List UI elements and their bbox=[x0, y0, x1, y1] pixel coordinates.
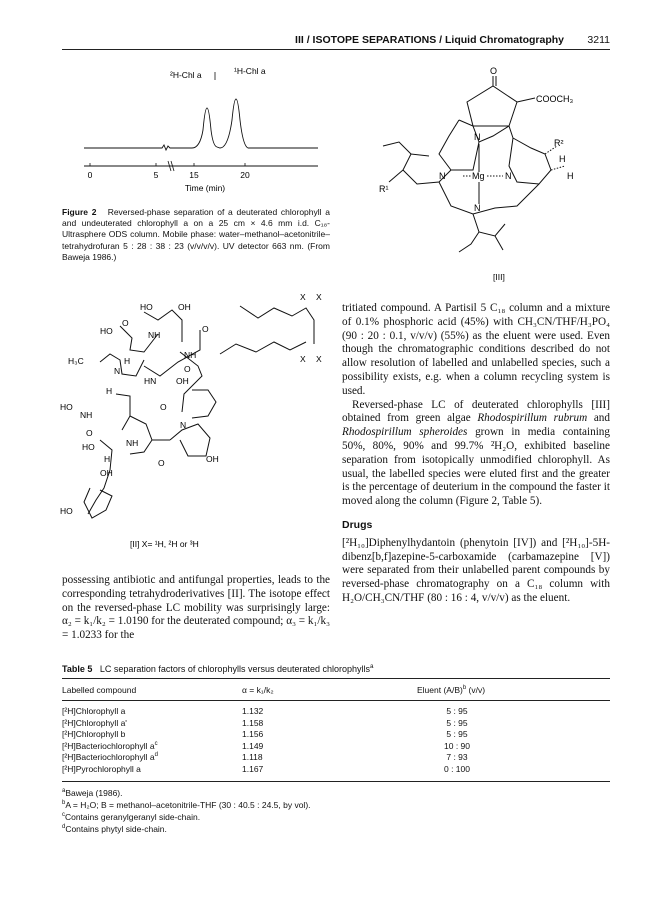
footnote bbox=[62, 787, 610, 799]
footnote bbox=[62, 799, 610, 811]
table-5-body bbox=[62, 701, 610, 782]
table-row bbox=[62, 741, 610, 753]
header-eluent-text: Eluent (A/B) bbox=[417, 685, 463, 695]
row-alpha: 1.158 bbox=[242, 717, 264, 728]
tick-label-5: 5 bbox=[153, 170, 159, 180]
row-eluent: 5 : 95 bbox=[446, 729, 468, 740]
figure-2-label: Figure 2 bbox=[62, 207, 97, 217]
footnote-text: Contains geranylgeranyl side-chain. bbox=[64, 811, 201, 822]
struct-II-H3C: H₃C bbox=[68, 356, 84, 366]
struct-II-HO-b: HO bbox=[100, 326, 113, 336]
footnote-mark: b bbox=[62, 799, 66, 806]
structure-II-peptide bbox=[60, 290, 335, 560]
footnote-mark: a bbox=[62, 787, 66, 794]
right-paragraph-1: tritiated compound. A Partisil 5 C₁₈ column and a mixture of 0.1% phosphoric acid (45%) with CH₃CN/THF/H₃PO₄ (90 : 20 : 0.1, v/v/v) (55%) as the eluent were used. Even though the chromatographic conditions described do not allow resolution of labelled and unlabelled species, such a possibility exists, e.g. when a column recycling system is used. bbox=[342, 302, 610, 397]
row-compound: [²H]Pyrochlorophyll a bbox=[62, 763, 141, 774]
row-eluent: 7 : 93 bbox=[446, 752, 468, 763]
footnote-text: A = H₂O; B = methanol–acetonitrile-THF (30 : 40.5 : 24.5, by vol). bbox=[65, 799, 311, 810]
struct-II-O-f: O bbox=[202, 324, 209, 334]
struct-III-N-bottom: N bbox=[474, 203, 481, 213]
header-eluent-sup: b bbox=[462, 685, 467, 692]
row-alpha: 1.132 bbox=[242, 706, 264, 716]
row-compound: [²H]Chlorophyll a' bbox=[62, 717, 127, 728]
header-eluent-unit: (v/v) bbox=[468, 685, 486, 695]
p2-text-c: and bbox=[587, 412, 610, 425]
row-compound-sup: d bbox=[154, 752, 158, 759]
structure-III-chlorophyll bbox=[355, 58, 611, 288]
species-rubrum: Rhodospirillum rubrum bbox=[477, 412, 588, 425]
struct-II-HO-g: HO bbox=[60, 506, 73, 516]
p2-text-a: Reversed-phase LC of deuterated chlorophylls [III] obtained from green algae bbox=[342, 398, 610, 425]
table-5-header-row bbox=[62, 679, 610, 701]
struct-III-label: [III] bbox=[493, 272, 505, 282]
struct-II-caption: [II] X= ¹H, ²H or ³H bbox=[130, 539, 199, 549]
struct-II-OH-e: OH bbox=[100, 468, 113, 478]
right-paragraph-3: [²H₁₀]Diphenylhydantoin (phenytoin [IV]) and [²H₁₀]-5H-dibenz[b,f]azepine-5-carboxamide (carbamazepine [V]) were separated from their unlabelled parent compounds by reversed-phase chromatography on a C₁₈ column with H₂O/CH₃CN/THF (80 : 16 : 4, v/v/v) as the eluent. bbox=[342, 536, 610, 604]
struct-III-O: O bbox=[490, 66, 498, 76]
row-compound bbox=[62, 741, 158, 751]
struct-III-N-top: N bbox=[474, 132, 481, 142]
struct-II-O-b: O bbox=[184, 364, 191, 374]
struct-II-HO-a: HO bbox=[140, 302, 153, 312]
footnote-mark: c bbox=[62, 811, 65, 818]
table-5-footnotes bbox=[62, 787, 610, 835]
struct-II-O-e: O bbox=[158, 458, 165, 468]
chromatogram-trace bbox=[84, 99, 318, 150]
right-paragraph-2 bbox=[342, 399, 610, 509]
left-paragraph: possessing antibiotic and antifungal properties, leads to the corresponding tetrahydroderivatives [II]. The isotope effect on the reversed-phase LC mobility was surprisingly large: α₂ = k₁/k₂ = 1.0190 for the deuterated compound; α₃ = k₁/k₃ = 1.0233 for the bbox=[62, 574, 330, 642]
struct-II-N-e: N bbox=[180, 420, 187, 430]
footnote-text: Baweja (1986). bbox=[65, 787, 123, 798]
struct-II-OH-c: OH bbox=[176, 376, 189, 386]
struct-II-O-a: O bbox=[122, 318, 129, 328]
footnote bbox=[62, 823, 610, 835]
table-row bbox=[62, 706, 610, 718]
struct-III-COOCH3: COOCH₃ bbox=[536, 94, 574, 104]
struct-II-O-d: O bbox=[86, 428, 93, 438]
table-row bbox=[62, 752, 610, 764]
row-eluent: 5 : 95 bbox=[446, 706, 468, 716]
row-alpha: 1.167 bbox=[242, 763, 264, 774]
table-5-caption bbox=[62, 664, 610, 679]
struct-III-N-right: N bbox=[505, 171, 512, 181]
running-head bbox=[62, 33, 610, 50]
struct-III-R1: R¹ bbox=[379, 184, 389, 194]
struct-II-X3: X bbox=[300, 354, 306, 364]
struct-III-N-left: N bbox=[439, 171, 446, 181]
left-column bbox=[62, 574, 330, 643]
struct-II-X4: X bbox=[316, 354, 322, 364]
header-compound: Labelled compound bbox=[62, 685, 137, 695]
section-heading-drugs: Drugs bbox=[342, 518, 373, 531]
figure-2-caption-text: Reversed-phase separation of a deuterated chlorophyll a and undeuterated chlorophyll a on a 25 cm × 4.6 mm i.d. C₁₈-Ultrasphere ODS column. Mobile phase: water–methanol–acetonitrile–tetrahydrofuran 5 : 28 : 38 : 23 (v/v/v/v). UV detector 663 nm. (From Baweja 1986.) bbox=[62, 207, 331, 262]
struct-II-O-c: O bbox=[160, 402, 167, 412]
axis-label: Time (min) bbox=[184, 183, 226, 193]
row-compound bbox=[62, 752, 158, 762]
tick-label-0: 0 bbox=[87, 170, 93, 180]
struct-II-HN-c: HN bbox=[144, 376, 157, 386]
row-eluent: 0 : 100 bbox=[444, 763, 470, 774]
figure-2-chromatogram bbox=[62, 60, 332, 200]
struct-III-Mg: Mg bbox=[472, 171, 485, 181]
struct-III-H1: H bbox=[559, 154, 566, 164]
structure-II-bonds bbox=[84, 306, 314, 518]
struct-II-OH-f: OH bbox=[206, 454, 219, 464]
right-column bbox=[342, 302, 610, 606]
table-row bbox=[62, 729, 610, 741]
table-5-caption-text: LC separation factors of chlorophylls versus deuterated chlorophylls bbox=[99, 664, 371, 674]
struct-III-H2: H bbox=[567, 171, 574, 181]
species-spheroides: Rhodospirillum spheroides bbox=[342, 426, 468, 439]
footnote bbox=[62, 811, 610, 823]
struct-II-H-e: H bbox=[104, 454, 111, 464]
running-head-title: III / ISOTOPE SEPARATIONS / Liquid Chromatography bbox=[295, 34, 564, 46]
row-eluent: 10 : 90 bbox=[444, 740, 470, 751]
tick-label-20: 20 bbox=[240, 170, 250, 180]
struct-II-NH-a: NH bbox=[148, 330, 161, 340]
peak-label-undeuterated: ¹H-Chl a bbox=[234, 66, 266, 76]
struct-II-NH-e: NH bbox=[126, 438, 139, 448]
header-eluent bbox=[417, 685, 485, 695]
struct-II-OH-a: OH bbox=[178, 302, 191, 312]
struct-III-R2: R² bbox=[554, 138, 564, 148]
footnote-text: Contains phytyl side-chain. bbox=[65, 823, 167, 834]
row-compound: [²H]Chlorophyll a bbox=[62, 706, 126, 716]
row-compound-text: [²H]Bacteriochlorophyll a bbox=[62, 752, 155, 763]
struct-II-NH-b: NH bbox=[184, 350, 197, 360]
row-eluent: 5 : 95 bbox=[446, 717, 468, 728]
page-number: 3211 bbox=[587, 34, 610, 46]
row-alpha: 1.118 bbox=[242, 752, 263, 763]
table-row bbox=[62, 718, 610, 730]
row-alpha: 1.149 bbox=[242, 740, 264, 751]
header-alpha: α = k₁/k₂ bbox=[242, 685, 274, 695]
row-alpha: 1.156 bbox=[242, 729, 264, 740]
struct-II-HO-d: HO bbox=[60, 402, 73, 412]
struct-II-X2: X bbox=[316, 292, 322, 302]
struct-II-H-III: H bbox=[106, 386, 113, 396]
footnote-mark: d bbox=[62, 823, 66, 830]
table-row bbox=[62, 764, 610, 776]
p2-text-e: grown in media containing 50%, 80%, 90% and 99.7% ²H₂O, exhibited baseline separation from isotopically unmodified chlorophyll. As usual, the labelled species were eluted first and the greater is the percentage of deuterium in the compound the faster it moved along the column (Figure 2, Table 5). bbox=[342, 426, 610, 508]
figure-2-caption bbox=[62, 207, 330, 263]
struct-II-N-a: N bbox=[114, 366, 121, 376]
struct-II-HO-e: HO bbox=[82, 442, 95, 452]
struct-II-H-a: H bbox=[124, 356, 131, 366]
table-5 bbox=[62, 664, 610, 835]
peak-label-deuterated: ²H-Chl a bbox=[170, 70, 202, 80]
row-compound-text: [²H]Bacteriochlorophyll a bbox=[62, 740, 155, 751]
row-compound-sup: c bbox=[154, 740, 158, 747]
tick-label-15: 15 bbox=[189, 170, 199, 180]
struct-II-NH-d: NH bbox=[80, 410, 93, 420]
table-5-caption-sup: a bbox=[370, 663, 374, 670]
row-compound: [²H]Chlorophyll b bbox=[62, 729, 126, 740]
table-5-label: Table 5 bbox=[62, 664, 93, 674]
struct-II-X1: X bbox=[300, 292, 306, 302]
